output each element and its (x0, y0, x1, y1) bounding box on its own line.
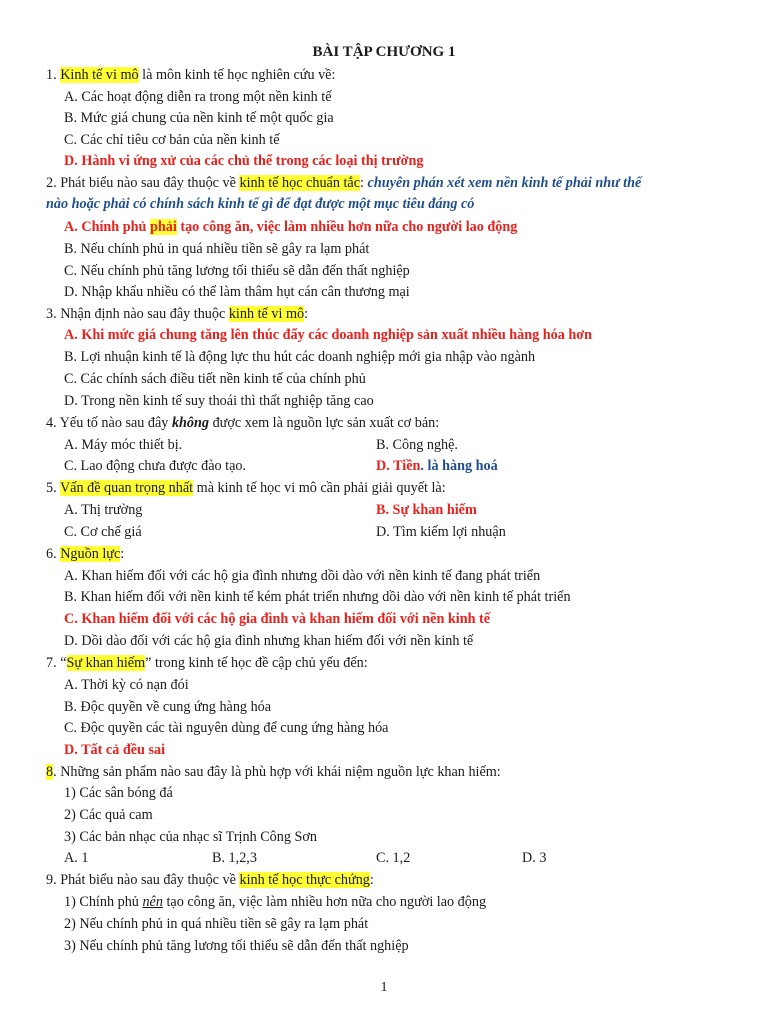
q6-option-a: A. Khan hiếm đối với các hộ gia đình nhưng dồi dào với nền kinh tế đang phát triển (64, 568, 541, 584)
q8-option-b: B. 1,2,3 (212, 850, 257, 866)
q5-option-b-answer: B. Sự khan hiếm (376, 502, 477, 518)
q3-option-b: B. Lợi nhuận kinh tế là động lực thu hút các doanh nghiệp mới gia nhập vào ngành (64, 349, 536, 365)
question-7 (46, 654, 368, 672)
question-text: 9. Phát biểu nào sau đây thuộc về (46, 872, 240, 888)
q8-item-1: 1) Các sân bóng đá (64, 785, 173, 801)
q9-item-1 (64, 893, 486, 911)
q1-option-c: C. Các chỉ tiêu cơ bản của nền kinh tế (64, 132, 280, 148)
page-title: BÀI TẬP CHƯƠNG 1 (312, 44, 456, 60)
q7-option-a: A. Thời kỳ có nạn đói (64, 677, 189, 693)
annotation-note-continued: nào hoặc phải có chính sách kinh tế gì để đạt được một mục tiêu đáng có (46, 196, 475, 212)
question-6 (46, 545, 124, 563)
item-text: 1) Chính phủ (64, 894, 143, 910)
highlighted-term: kinh tế học chuẩn tắc (239, 175, 361, 191)
question-9 (46, 871, 374, 889)
q6-option-b: B. Khan hiếm đối với nền kinh tế kém phát triển nhưng dồi dào với nền kinh tế phát triển (64, 589, 571, 605)
q4-option-a: A. Máy móc thiết bị. (64, 437, 183, 453)
q1-option-d-answer: D. Hành vi ứng xử của các chủ thể trong các loại thị trường (64, 153, 424, 169)
annotation-note: chuyên phán xét xem nền kinh tế phải như thế (367, 175, 642, 191)
highlighted-term: kinh tế vi mô (228, 306, 305, 322)
question-number: 6. (46, 546, 61, 562)
emphasis-word: không (171, 415, 210, 431)
page-number: 1 (380, 980, 388, 995)
q6-option-c-answer: C. Khan hiếm đối với các hộ gia đình và khan hiếm đối với nền kinh tế (64, 611, 491, 627)
q9-item-3: 3) Nếu chính phủ tăng lương tối thiểu sẽ dẫn đến thất nghiệp (64, 938, 409, 954)
question-text: được xem là nguồn lực sản xuất cơ bản: (209, 415, 440, 431)
option-text: A. Chính phủ (64, 219, 150, 235)
q2-option-d: D. Nhập khẩu nhiều có thể làm thâm hụt cán cân thương mại (64, 284, 410, 300)
question-text: là môn kinh tế học nghiên cứu về: (138, 67, 336, 83)
question-text: mà kinh tế học vi mô cần phải giải quyết là: (193, 480, 446, 496)
q5-option-a: A. Thị trường (64, 502, 143, 518)
question-3 (46, 305, 308, 323)
q7-option-b: B. Độc quyền về cung ứng hàng hóa (64, 699, 272, 715)
q7-option-d-answer: D. Tất cả đều sai (64, 742, 166, 758)
annotation-note: . là hàng hoá (420, 458, 498, 474)
q8-option-a: A. 1 (64, 850, 89, 866)
question-1 (46, 66, 335, 84)
question-text: 3. Nhận định nào sau đây thuộc (46, 306, 229, 322)
q4-option-b: B. Công nghệ. (376, 437, 458, 453)
question-colon: : (360, 175, 368, 191)
q8-option-d: D. 3 (522, 850, 547, 866)
highlighted-term: Sự khan hiếm (66, 655, 146, 671)
question-text: ” trong kinh tế học đề cập chủ yếu đến: (145, 655, 368, 671)
q5-option-c: C. Cơ chế giá (64, 524, 142, 540)
highlighted-term: kinh tế học thực chứng (239, 872, 370, 888)
q2-option-b: B. Nếu chính phủ in quá nhiều tiền sẽ gây ra lạm phát (64, 241, 370, 257)
question-8 (46, 763, 501, 781)
q6-option-d: D. Dồi dào đối với các hộ gia đình nhưng khan hiếm đối với nền kinh tế (64, 633, 474, 649)
q4-option-d-answer (376, 457, 498, 475)
q5-option-d: D. Tìm kiếm lợi nhuận (376, 524, 506, 540)
question-text: 4. Yếu tố nào sau đây (46, 415, 172, 431)
highlighted-term: phải (149, 219, 177, 235)
answer-text: D. Tiền (376, 458, 421, 474)
q7-option-c: C. Độc quyền các tài nguyên dùng để cung ứng hàng hóa (64, 720, 389, 736)
question-colon: : (369, 872, 374, 888)
highlighted-term: Kinh tế vi mô (60, 67, 139, 83)
q3-option-a-answer: A. Khi mức giá chung tăng lên thúc đẩy các doanh nghiệp sản xuất nhiều hàng hóa hơn (64, 327, 593, 343)
question-colon: : (304, 306, 309, 322)
q8-item-2: 2) Các quả cam (64, 807, 153, 823)
q3-option-c: C. Các chính sách điều tiết nền kinh tế của chính phủ (64, 371, 366, 387)
question-number: 1. (46, 67, 61, 83)
q8-option-c: C. 1,2 (376, 850, 411, 866)
option-text: tạo công ăn, việc làm nhiều hơn nữa cho người lao động (176, 219, 518, 235)
q4-option-c: C. Lao động chưa được đào tạo. (64, 458, 247, 474)
question-5 (46, 479, 446, 497)
q2-option-a-answer (64, 218, 517, 236)
item-text: tạo công ăn, việc làm nhiều hơn nữa cho người lao động (162, 894, 487, 910)
question-text: . Những sản phẩm nào sau đây là phù hợp với khái niệm nguồn lực khan hiếm: (53, 764, 501, 780)
q9-item-2: 2) Nếu chính phủ in quá nhiều tiền sẽ gây ra lạm phát (64, 916, 369, 932)
q1-option-b: B. Mức giá chung của nền kinh tế một quốc gia (64, 110, 334, 126)
question-4 (46, 414, 439, 432)
q1-option-a: A. Các hoạt động diễn ra trong một nền kinh tế (64, 89, 332, 105)
question-colon: : (120, 546, 125, 562)
highlighted-term: Vấn đề quan trọng nhất (59, 480, 194, 496)
question-number: 5. (46, 480, 60, 496)
q8-item-3: 3) Các bản nhạc của nhạc sĩ Trịnh Công Sơn (64, 829, 317, 845)
question-2 (46, 174, 641, 192)
highlighted-number: 8 (46, 764, 54, 780)
question-number: 7. “ (46, 655, 67, 671)
emphasis-word: nên (142, 894, 163, 910)
q2-option-c: C. Nếu chính phủ tăng lương tối thiểu sẽ dẫn đến thất nghiệp (64, 263, 410, 279)
question-text: 2. Phát biểu nào sau đây thuộc về (46, 175, 240, 191)
highlighted-term: Nguồn lực (60, 546, 121, 562)
q3-option-d: D. Trong nền kinh tế suy thoái thì thất nghiệp tăng cao (64, 393, 374, 409)
